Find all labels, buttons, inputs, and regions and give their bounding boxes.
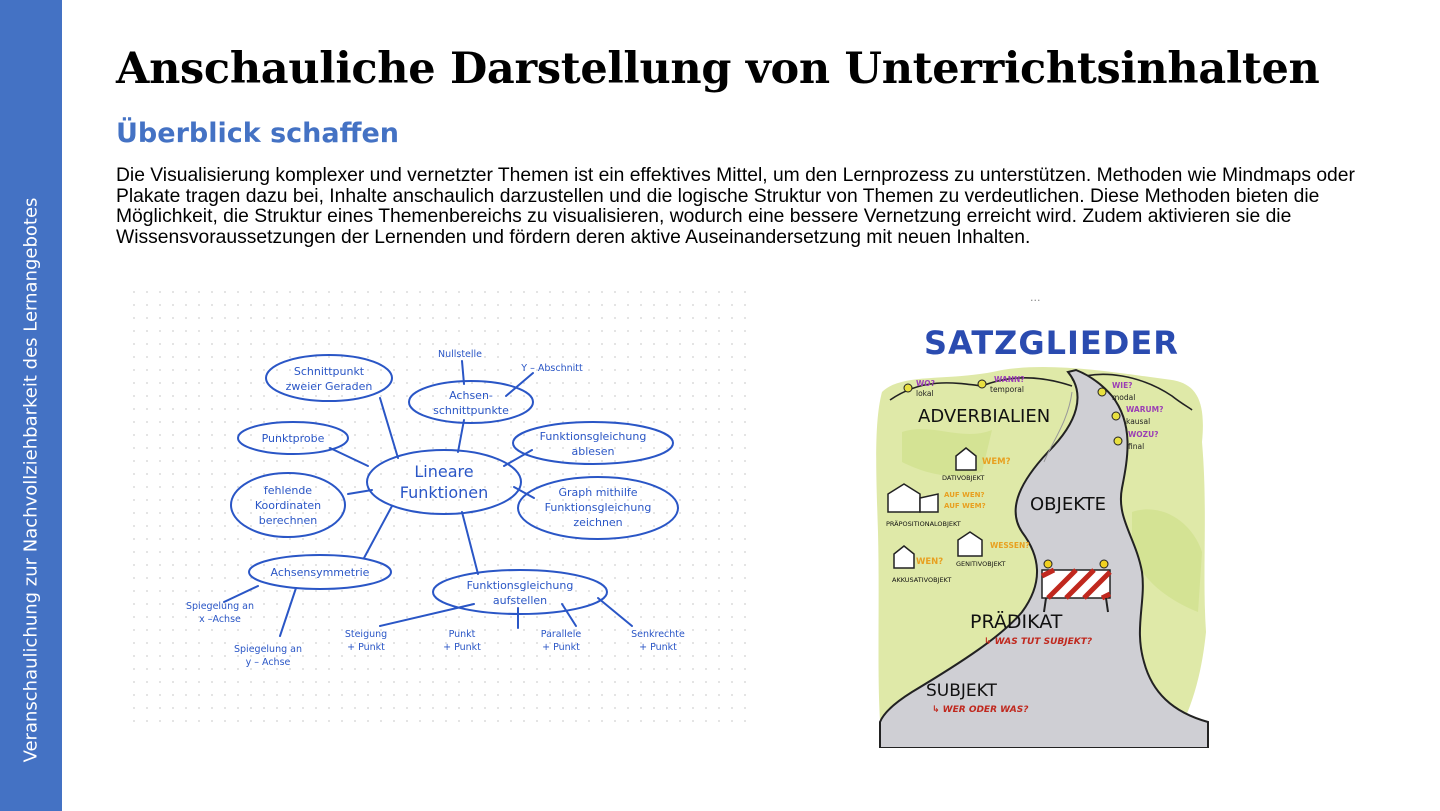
mindmap-leaf-text: + Punkt	[542, 642, 580, 653]
question-wen: WEN?	[916, 557, 944, 567]
mindmap-leaf-text: Steigung	[344, 629, 388, 640]
question-wann: WANN?	[994, 375, 1025, 384]
mindmap-node-text: fehlende	[263, 484, 313, 497]
flower-icon	[1114, 437, 1122, 445]
mindmap-leaf-text: Senkrechte	[631, 629, 685, 640]
label-genitivobjekt: GENITIVOBJEKT	[956, 560, 1006, 568]
question-wessen: WESSEN?	[990, 541, 1030, 550]
slide-title: Anschauliche Darstellung von Unterrichtsinhalten	[116, 44, 1320, 94]
question-was-tut-subjekt: ↳ WAS TUT SUBJEKT?	[984, 637, 1093, 647]
mindmap-center-line-2: Funktionen	[399, 483, 489, 502]
mindmap-leaf-text: Punkt	[448, 629, 476, 640]
flower-icon	[978, 380, 986, 388]
answer-modal: modal	[1112, 393, 1136, 402]
mindmap-node-text: berechnen	[258, 514, 318, 527]
mindmap-node-text: aufstellen	[492, 594, 548, 607]
mindmap-node-text: Funktionsgleichung	[539, 430, 647, 443]
sketch-title: SATZGLIEDER	[924, 324, 1179, 362]
roadblock-lamp	[1044, 560, 1052, 568]
mindmap-node-text: Funktionsgleichung	[544, 501, 652, 514]
mindmap-leaf-text: + Punkt	[639, 642, 677, 653]
mindmap-leaf-text: Nullstelle	[437, 349, 483, 360]
mindmap-node-text: zweier Geraden	[285, 380, 373, 393]
mindmap-node-text: Koordinaten	[254, 499, 322, 512]
label-dativobjekt: DATIVOBJEKT	[942, 474, 985, 482]
mindmap-leaf-text: Y – Abschnitt	[521, 363, 583, 374]
more-options-indicator[interactable]: ···	[1030, 294, 1041, 307]
mindmap-image	[128, 286, 752, 726]
slide-body-text: Die Visualisierung komplexer und vernetzter Themen ist ein effektives Mittel, um den Lernprozess zu unterstützen. Methoden wie Mindmaps oder Plakate tragen dazu bei, Inhalte anschaulich darzustellen und die logische Struktur von Themen zu verdeutlichen. Diese Methoden bieten die Möglichkeit, die Struktur eines Themenbereichs zu visualisieren, wodurch eine bessere Vernetzung erreicht wird. Zudem aktivieren sie die Wissensvoraussetzungen der Lernenden und fördern deren aktive Auseinandersetzung mit neuen Inhalten.	[116, 165, 1355, 248]
flower-icon	[904, 384, 912, 392]
mindmap-node-text: Punktprobe	[261, 432, 325, 445]
mindmap-node-text: ablesen	[571, 445, 615, 458]
answer-final: final	[1128, 442, 1145, 451]
mindmap-leaf-text: + Punkt	[443, 642, 481, 653]
question-wer-oder-was: ↳ WER ODER WAS?	[932, 705, 1029, 715]
label-adverbialien: ADVERBIALIEN	[918, 406, 1051, 427]
mindmap-node-text: Achsensymmetrie	[270, 566, 370, 579]
mindmap-leaf-text: Spiegelung an	[234, 644, 302, 655]
question-wie: WIE?	[1112, 381, 1133, 390]
answer-kausal: kausal	[1126, 417, 1151, 426]
question-warum: WARUM?	[1126, 405, 1164, 414]
label-praepositionalobjekt: PRÄPOSITIONALOBJEKT	[886, 520, 961, 528]
mindmap-leaf-text: y – Achse	[245, 657, 291, 668]
mindmap-leaf-text: x –Achse	[199, 614, 241, 625]
mindmap-center-line-1: Lineare	[414, 462, 474, 481]
mindmap-leaf-text: Spiegelung an	[186, 601, 254, 612]
answer-temporal: temporal	[990, 385, 1024, 394]
label-praedikat: PRÄDIKAT	[970, 611, 1063, 633]
answer-lokal: lokal	[916, 389, 934, 398]
satzglieder-sketch-image	[872, 312, 1212, 748]
sidebar-vertical-title: Veranschaulichung zur Nachvollziehbarkeit des Lernangebotes	[20, 197, 42, 763]
label-objekte: OBJEKTE	[1030, 494, 1106, 515]
mindmap-leaf-text: Parallele	[540, 629, 582, 640]
mindmap-node-text: schnittpunkte	[433, 404, 509, 417]
label-akkusativobjekt: AKKUSATIVOBJEKT	[892, 576, 952, 584]
flower-icon	[1112, 412, 1120, 420]
sidebar	[0, 0, 62, 811]
roadblock-lamp	[1100, 560, 1108, 568]
question-auf-wem: AUF WEM?	[944, 502, 986, 510]
question-wozu: WOZU?	[1128, 430, 1159, 439]
mindmap-node-text: Schnittpunkt	[293, 365, 365, 378]
house-icon	[920, 494, 938, 512]
mindmap-leaf-text: + Punkt	[347, 642, 385, 653]
mindmap-node-text: Funktionsgleichung	[466, 579, 574, 592]
mindmap-node-text: Graph mithilfe	[558, 486, 638, 499]
label-subjekt: SUBJEKT	[926, 681, 997, 701]
question-wo: WO?	[916, 379, 935, 388]
question-wem: WEM?	[982, 457, 1011, 467]
flower-icon	[1098, 388, 1106, 396]
mindmap-node-text: zeichnen	[573, 516, 623, 529]
question-auf-wen: AUF WEN?	[944, 491, 985, 499]
slide-subtitle: Überblick schaffen	[116, 118, 399, 149]
mindmap-node-text: Achsen-	[449, 389, 493, 402]
